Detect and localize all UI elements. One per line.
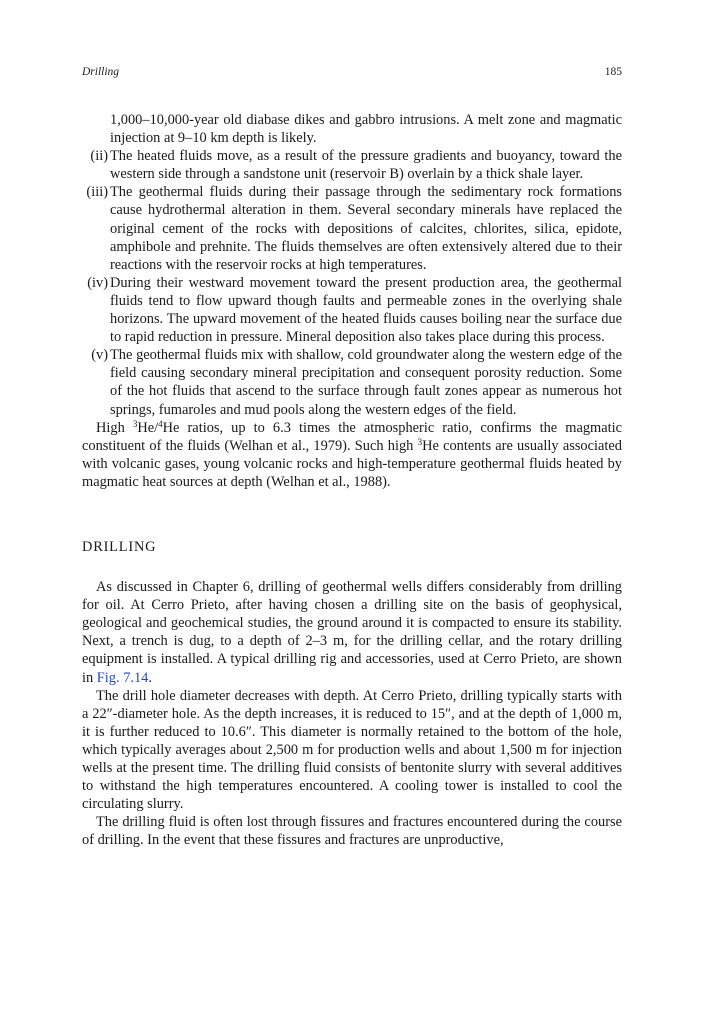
section-heading: DRILLING xyxy=(82,538,157,555)
list-item-text: The geothermal fluids during their passage through the sedimentary rock formations cause hydrothermal alteration in them. Several secondary minerals have replaced the original cement of the rocks with depositions of calcites, chlorites, silica, epidote, amphibole and prehnite. The fluids themselves are often extensively altered due to their reactions with the reservoir rocks at high temperatures. xyxy=(110,184,622,273)
list-item xyxy=(82,183,622,273)
list-item xyxy=(82,346,622,418)
helium-ratio-paragraph: High $^3$He/$^4$He ratios, up to 6.3 times the atmospheric ratio, confirms the magmatic constituent of the fluids (Welhan et al., 1979). Such high $^3$He contents are usually associated with volcanic gases, young volcanic rocks and high-temperature geothermal fluids heated by magmatic heat sources at depth (Welhan et al., 1988). xyxy=(82,418,622,490)
drilling-paragraph-3: The drilling fluid is often lost through fissures and fractures encountered during the course of drilling. In the event that these fissures and fractures are unproductive, xyxy=(82,814,622,849)
figure-link[interactable]: Fig. 7.14 xyxy=(96,669,149,686)
drilling-paragraph-2: The drill hole diameter decreases with depth. At Cerro Prieto, drilling typically starts with a 22″-diameter hole. As the depth increases, it is reduced to 15″, and at the depth of 1,000 m, it is further reduced to 10.6″. This diameter is normally retained to the bottom of the hole, which typically averages about 2,500 m for production wells and about 1,500 m for injection wells at the present time. The drilling fluid consists of bentonite slurry with several additives to withstand the high temperatures encountered. A cooling tower is installed to cool the circulating slurry. xyxy=(82,687,622,813)
body-text xyxy=(82,111,622,849)
list-item-number: (v) xyxy=(91,347,108,364)
list-item-number: (ii) xyxy=(90,148,108,165)
list-item xyxy=(82,274,622,346)
drilling-paragraph-1: As discussed in Chapter 6, drilling of geothermal wells differs considerably from drilling for oil. At Cerro Prieto, after having chosen a drilling site on the basis of geophysical, geological and geochemical studies, the ground around it is compacted to ensure its stability. Next, a trench is dug, to a depth of 2–3 m, for the drilling cellar, and the rotary drilling equipment is installed. A typical drilling rig and accessories, used at Cerro Prieto, are shown in Fig. 7.14. xyxy=(82,579,622,686)
list-item-text: The heated fluids move, as a result of the pressure gradients and buoyancy, toward the western side through a sandstone unit (reservoir B) overlain by a thick shale layer. xyxy=(110,148,622,183)
list-item-text: During their westward movement toward the present production area, the geothermal fluids tend to flow upward though faults and permeable zones in the overlying shale horizons. The upward movement of the heated fluids causes boiling near the surface due to rapid reduction in pressure. Mineral deposition also takes place during this process. xyxy=(110,274,622,346)
list-item-number: (iv) xyxy=(87,274,108,291)
list-item-number: (iii) xyxy=(86,184,108,201)
list-item-continuation: 1,000–10,000-year old diabase dikes and gabbro intrusions. A melt zone and magmatic injection at 9–10 km depth is likely. xyxy=(110,112,622,147)
page-number: 185 xyxy=(604,66,622,78)
list-item-text: The geothermal fluids mix with shallow, cold groundwater along the western edge of the field causing secondary mineral precipitation and consequent porosity reduction. Some of the hot fluids that ascend to the surface through fault zones appear as numerous hot springs, fumaroles and mud pools along the western edges of the field. xyxy=(110,347,622,418)
running-head-title: Drilling xyxy=(82,66,120,78)
running-head xyxy=(82,66,622,82)
list-item xyxy=(82,147,622,183)
